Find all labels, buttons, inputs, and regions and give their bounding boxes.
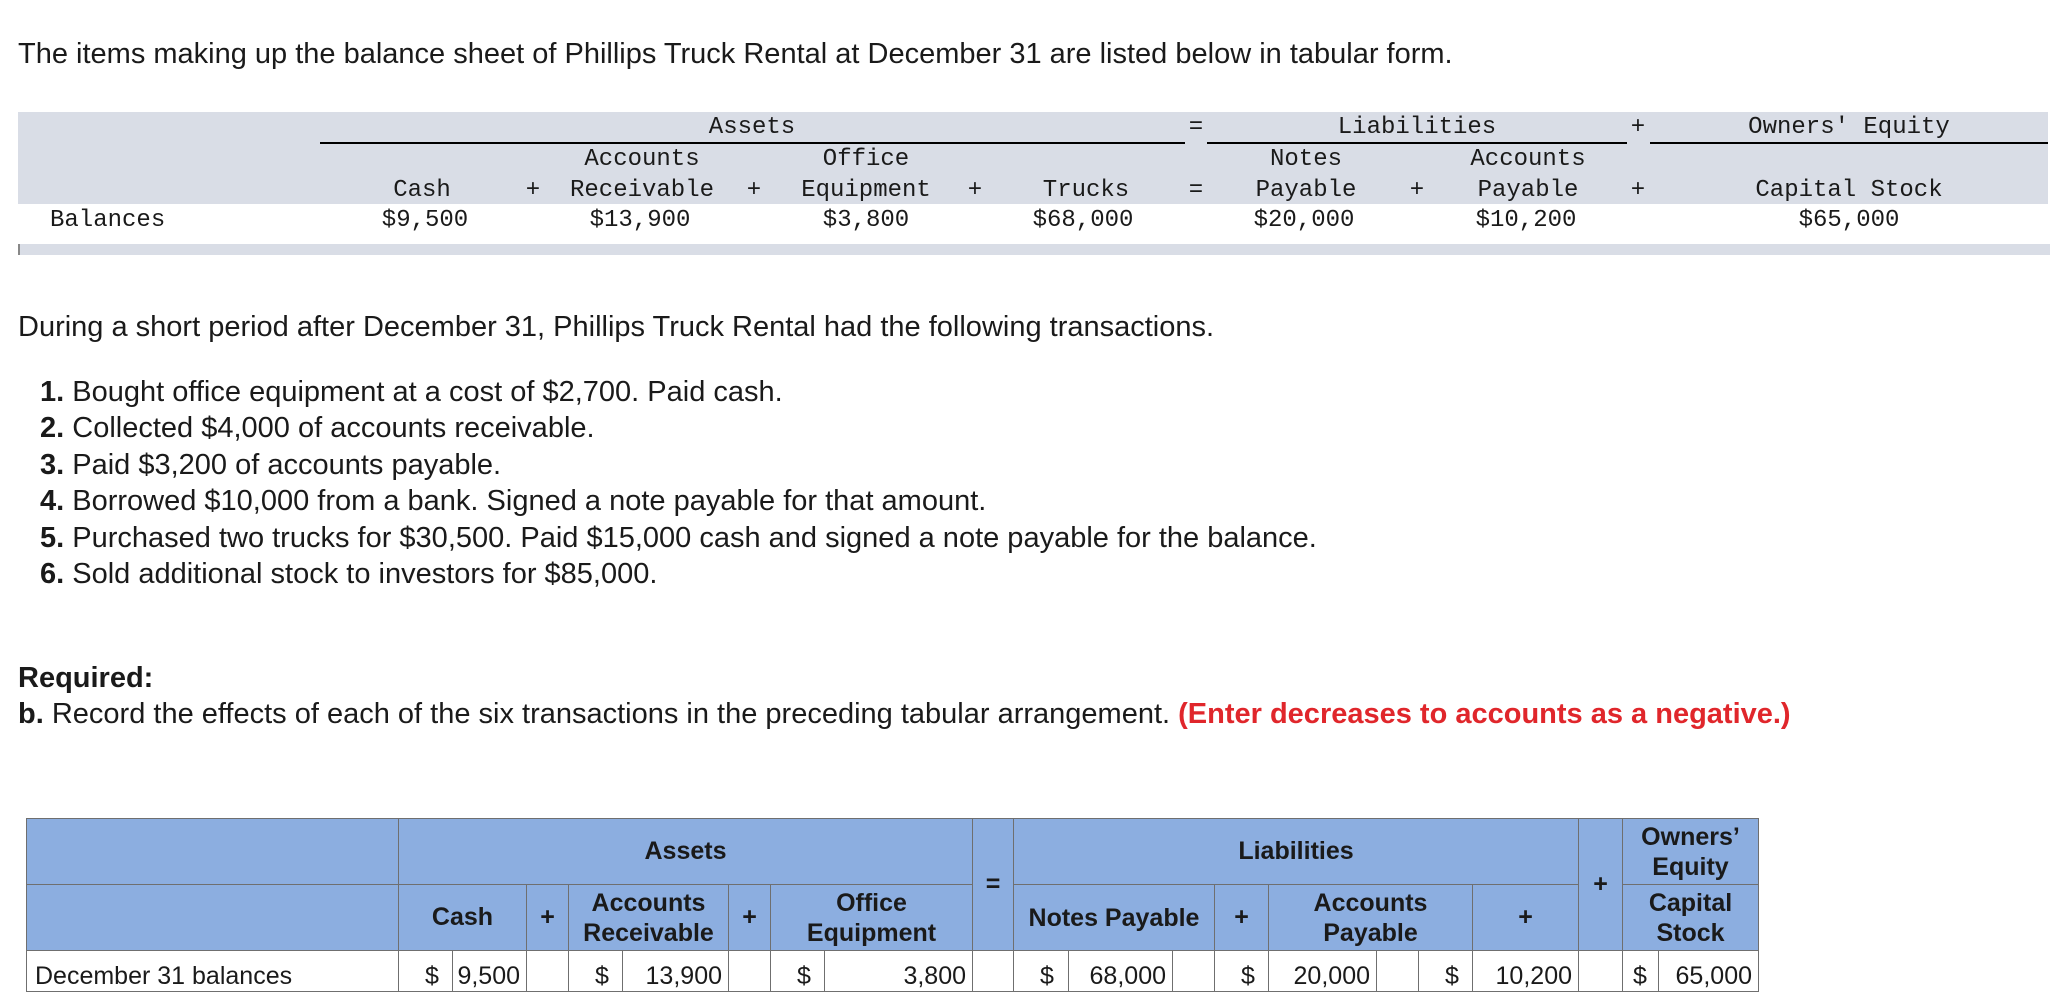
accounts-receivable-header: Accounts Receivable bbox=[569, 885, 729, 951]
cash-heading: Cash bbox=[393, 177, 451, 204]
plus-sign: + bbox=[1409, 177, 1425, 204]
plus-sign: + bbox=[525, 177, 541, 204]
spacer-cell bbox=[527, 951, 569, 992]
value-accounts-receivable: $13,900 bbox=[589, 207, 691, 234]
plus-sign: + bbox=[1579, 819, 1623, 951]
list-item: 4. Borrowed $10,000 from a bank. Signed a note payable for that amount. bbox=[40, 485, 987, 518]
list-item: 6. Sold additional stock to investors for $85,000. bbox=[40, 558, 658, 591]
assets-underline bbox=[320, 142, 1185, 144]
list-item: 3. Paid $3,200 of accounts payable. bbox=[40, 448, 502, 481]
equals-sign: = bbox=[973, 819, 1014, 951]
table-row bbox=[27, 951, 1759, 992]
balance-table-header-bg bbox=[18, 112, 2048, 204]
cell-capital-stock[interactable]: 65,000 bbox=[1659, 951, 1759, 992]
value-trucks: $68,000 bbox=[1032, 207, 1134, 234]
notes-heading: Notes bbox=[1269, 146, 1343, 173]
during-text: During a short period after December 31, Phillips Truck Rental had the following transactions. bbox=[18, 311, 1215, 343]
equity-underline bbox=[1650, 142, 2048, 144]
spacer-cell bbox=[1173, 951, 1215, 992]
required-section bbox=[18, 660, 1818, 732]
header-blank bbox=[27, 885, 399, 951]
spacer-cell bbox=[729, 951, 771, 992]
required-title: Required: bbox=[18, 662, 154, 694]
balance-table-bottom-bar bbox=[18, 244, 2050, 255]
list-item: 5. Purchased two trucks for $30,500. Paid $15,000 cash and signed a note payable for the balance. bbox=[40, 521, 1317, 554]
liabilities-heading: Liabilities bbox=[1337, 114, 1497, 141]
equipment-heading: Equipment bbox=[801, 177, 931, 204]
row-label: December 31 balances bbox=[27, 951, 399, 992]
capital-stock-header: Capital Stock bbox=[1623, 885, 1759, 951]
cell-cash[interactable]: 9,500 bbox=[453, 951, 527, 992]
dollar-sign: $ bbox=[1014, 951, 1069, 992]
spacer-cell bbox=[973, 951, 1014, 992]
liabilities-underline bbox=[1207, 142, 1627, 144]
answer-table bbox=[26, 818, 1759, 992]
office-heading: Office bbox=[822, 146, 910, 173]
capital-stock-heading: Capital Stock bbox=[1755, 177, 1943, 204]
negative-note: (Enter decreases to accounts as a negative.) bbox=[1178, 698, 1791, 730]
dollar-sign: $ bbox=[771, 951, 825, 992]
header-blank bbox=[27, 819, 399, 885]
intro-text: The items making up the balance sheet of Phillips Truck Rental at December 31 are listed below in tabular form. bbox=[18, 38, 1453, 70]
value-cash: $9,500 bbox=[381, 207, 469, 234]
value-notes-payable: $20,000 bbox=[1253, 207, 1355, 234]
plus-sign: + bbox=[729, 885, 771, 951]
assets-header: Assets bbox=[399, 819, 973, 885]
cell-accounts-payable[interactable]: 10,200 bbox=[1473, 951, 1579, 992]
cell-notes-payable[interactable]: 20,000 bbox=[1269, 951, 1377, 992]
balances-label: Balances bbox=[50, 207, 166, 234]
payable-heading: Payable bbox=[1255, 177, 1357, 204]
dollar-sign: $ bbox=[1419, 951, 1473, 992]
dollar-sign: $ bbox=[1623, 951, 1659, 992]
accounts-heading: Accounts bbox=[584, 146, 700, 173]
cell-trucks[interactable]: 68,000 bbox=[1069, 951, 1173, 992]
owners-equity-heading: Owners' Equity bbox=[1748, 114, 1950, 141]
plus-sign: + bbox=[1215, 885, 1269, 951]
equals-sign: = bbox=[1188, 114, 1204, 141]
value-office-equipment: $3,800 bbox=[822, 207, 910, 234]
liabilities-header: Liabilities bbox=[1014, 819, 1579, 885]
plus-sign: + bbox=[746, 177, 762, 204]
cell-office-equipment[interactable]: 3,800 bbox=[825, 951, 973, 992]
list-item: 2. Collected $4,000 of accounts receivable. bbox=[40, 412, 595, 445]
cash-header: Cash bbox=[399, 885, 527, 951]
dollar-sign: $ bbox=[569, 951, 623, 992]
plus-sign: + bbox=[1473, 885, 1579, 951]
owners-equity-header: Owners’ Equity bbox=[1623, 819, 1759, 885]
cell-accounts-receivable[interactable]: 13,900 bbox=[623, 951, 729, 992]
notes-payable-header: Notes Payable bbox=[1014, 885, 1215, 951]
trucks-heading: Trucks bbox=[1042, 177, 1130, 204]
dollar-sign: $ bbox=[1215, 951, 1269, 992]
list-item: 1. Bought office equipment at a cost of $2,700. Paid cash. bbox=[40, 376, 783, 408]
plus-sign: + bbox=[967, 177, 983, 204]
value-capital-stock: $65,000 bbox=[1798, 207, 1900, 234]
value-accounts-payable: $10,200 bbox=[1475, 207, 1577, 234]
plus-sign: + bbox=[1630, 177, 1646, 204]
plus-sign: + bbox=[1630, 114, 1646, 141]
transaction-list bbox=[40, 374, 1317, 592]
required-b-instruction: b. Record the effects of each of the six transactions in the preceding tabular arrangement. (Enter decreases to accounts as a negative.) bbox=[18, 698, 1791, 730]
office-equipment-header: Office Equipment bbox=[771, 885, 973, 951]
equals-sign: = bbox=[1188, 177, 1204, 204]
spacer-cell bbox=[1377, 951, 1419, 992]
plus-sign: + bbox=[527, 885, 569, 951]
spacer-cell bbox=[1579, 951, 1623, 992]
payable2-heading: Payable bbox=[1477, 177, 1579, 204]
accounts-payable-heading: Accounts bbox=[1470, 146, 1586, 173]
receivable-heading: Receivable bbox=[569, 177, 715, 204]
assets-heading: Assets bbox=[708, 114, 796, 141]
dollar-sign: $ bbox=[399, 951, 453, 992]
accounts-payable-header: Accounts Payable bbox=[1269, 885, 1473, 951]
